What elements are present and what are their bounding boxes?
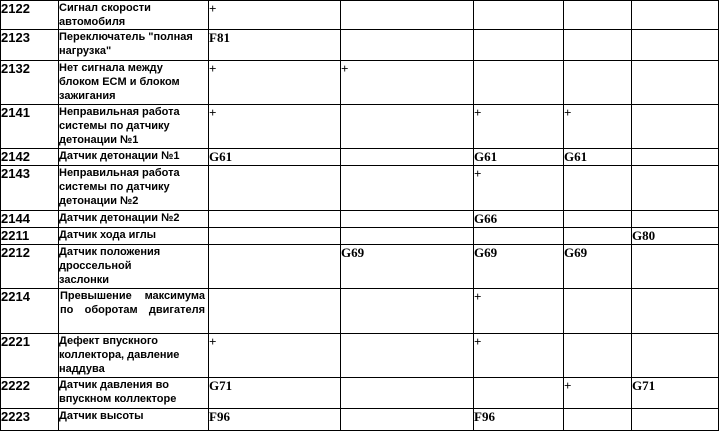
fault-code: 2142 <box>1 149 59 166</box>
mark-cell <box>209 245 341 289</box>
fault-description <box>59 228 209 245</box>
mark-cell: + <box>474 166 564 211</box>
description-line: блоком ECM и блоком <box>59 76 180 88</box>
mark-cell: G61 <box>564 149 632 166</box>
description-line: нагрузка" <box>59 45 112 57</box>
description-line: по оборотам двигателя <box>60 304 205 316</box>
mark-cell <box>564 211 632 228</box>
mark-cell <box>632 149 719 166</box>
fault-description <box>59 149 209 166</box>
mark-cell <box>474 378 564 409</box>
fault-description <box>59 30 209 61</box>
description-line: заслонки <box>59 274 110 286</box>
description-line: наддува <box>59 363 105 375</box>
mark-cell <box>209 211 341 228</box>
description-line: Дефект впускного <box>59 335 159 347</box>
mark-cell <box>564 61 632 105</box>
fault-code: 2222 <box>1 378 59 409</box>
mark-cell <box>564 289 632 334</box>
fault-description <box>59 61 209 105</box>
fault-code: 2221 <box>1 334 59 378</box>
fault-code: 2132 <box>1 61 59 105</box>
mark-cell: G71 <box>632 378 719 409</box>
table-row <box>1 105 719 149</box>
mark-cell <box>632 105 719 149</box>
mark-cell <box>564 166 632 211</box>
description-line: коллектора, давление <box>59 349 180 361</box>
mark-cell <box>341 1 474 30</box>
table-row <box>1 334 719 378</box>
mark-cell <box>632 61 719 105</box>
mark-cell: G69 <box>341 245 474 289</box>
mark-cell: + <box>209 334 341 378</box>
fault-description <box>59 334 209 378</box>
mark-cell <box>564 30 632 61</box>
mark-cell <box>474 228 564 245</box>
fault-code: 2123 <box>1 30 59 61</box>
mark-cell: + <box>564 378 632 409</box>
mark-cell <box>341 334 474 378</box>
mark-cell <box>564 228 632 245</box>
mark-cell <box>632 334 719 378</box>
mark-cell: + <box>209 61 341 105</box>
description-line: Датчик хода иглы <box>59 229 157 241</box>
mark-cell <box>632 289 719 334</box>
table-body <box>1 1 719 431</box>
mark-cell <box>632 211 719 228</box>
table-row <box>1 245 719 289</box>
table-row <box>1 211 719 228</box>
fault-description <box>59 289 209 334</box>
description-line: Нет сигнала между <box>59 62 163 74</box>
mark-cell <box>564 334 632 378</box>
mark-cell: G66 <box>474 211 564 228</box>
mark-cell: + <box>474 105 564 149</box>
fault-description <box>59 1 209 30</box>
mark-cell <box>341 149 474 166</box>
mark-cell <box>632 30 719 61</box>
description-line: детонации №1 <box>59 134 139 146</box>
table-row <box>1 409 719 431</box>
mark-cell <box>341 30 474 61</box>
mark-cell <box>632 1 719 30</box>
description-line: системы по датчику <box>59 181 170 193</box>
mark-cell: + <box>209 105 341 149</box>
description-line: Датчик положения <box>59 246 161 258</box>
mark-cell: + <box>209 1 341 30</box>
table-row <box>1 149 719 166</box>
description-line: Неправильная работа <box>59 167 180 179</box>
mark-cell: F81 <box>209 30 341 61</box>
mark-cell <box>209 166 341 211</box>
mark-cell: F96 <box>474 409 564 431</box>
table-row <box>1 166 719 211</box>
mark-cell: G61 <box>209 149 341 166</box>
fault-code: 2212 <box>1 245 59 289</box>
mark-cell <box>474 30 564 61</box>
fault-code: 2223 <box>1 409 59 431</box>
mark-cell <box>564 1 632 30</box>
description-line: дроссельной <box>59 260 132 272</box>
mark-cell: + <box>564 105 632 149</box>
mark-cell <box>209 228 341 245</box>
mark-cell <box>341 228 474 245</box>
mark-cell <box>341 409 474 431</box>
fault-description <box>59 245 209 289</box>
description-line: зажигания <box>59 90 116 102</box>
mark-cell <box>341 289 474 334</box>
mark-cell <box>474 61 564 105</box>
fault-code: 2122 <box>1 1 59 30</box>
description-line: впускном коллекторе <box>59 393 177 405</box>
fault-description <box>59 211 209 228</box>
mark-cell <box>341 211 474 228</box>
mark-cell: G71 <box>209 378 341 409</box>
description-line: Датчик детонации №2 <box>59 212 180 224</box>
mark-cell <box>209 289 341 334</box>
mark-cell <box>341 105 474 149</box>
table-row <box>1 378 719 409</box>
description-line: автомобиля <box>59 16 126 28</box>
description-line: Датчик высоты <box>59 410 144 422</box>
description-line: детонации №2 <box>59 195 139 207</box>
table-row <box>1 228 719 245</box>
description-line: Сигнал скорости <box>59 2 151 14</box>
fault-code: 2143 <box>1 166 59 211</box>
table-row <box>1 1 719 30</box>
mark-cell: G69 <box>564 245 632 289</box>
description-line: системы по датчику <box>59 120 170 132</box>
fault-code: 2211 <box>1 228 59 245</box>
description-line: Превышение максимума <box>60 290 205 302</box>
mark-cell: G61 <box>474 149 564 166</box>
fault-code: 2214 <box>1 289 59 334</box>
description-line: Датчик детонации №1 <box>59 150 180 162</box>
table-row <box>1 61 719 105</box>
fault-code: 2144 <box>1 211 59 228</box>
description-line: Датчик давления во <box>59 379 169 391</box>
mark-cell <box>341 166 474 211</box>
mark-cell <box>474 1 564 30</box>
fault-description <box>59 166 209 211</box>
mark-cell <box>341 378 474 409</box>
description-line: Переключатель "полная <box>59 31 193 43</box>
fault-description <box>59 378 209 409</box>
mark-cell <box>564 409 632 431</box>
mark-cell: + <box>474 334 564 378</box>
description-line: Неправильная работа <box>59 106 180 118</box>
table-row <box>1 289 719 334</box>
mark-cell: + <box>474 289 564 334</box>
fault-code: 2141 <box>1 105 59 149</box>
mark-cell <box>632 166 719 211</box>
mark-cell: G69 <box>474 245 564 289</box>
mark-cell: G80 <box>632 228 719 245</box>
mark-cell <box>632 245 719 289</box>
mark-cell <box>632 409 719 431</box>
fault-description <box>59 105 209 149</box>
mark-cell: F96 <box>209 409 341 431</box>
mark-cell: + <box>341 61 474 105</box>
table-row <box>1 30 719 61</box>
fault-description <box>59 409 209 431</box>
